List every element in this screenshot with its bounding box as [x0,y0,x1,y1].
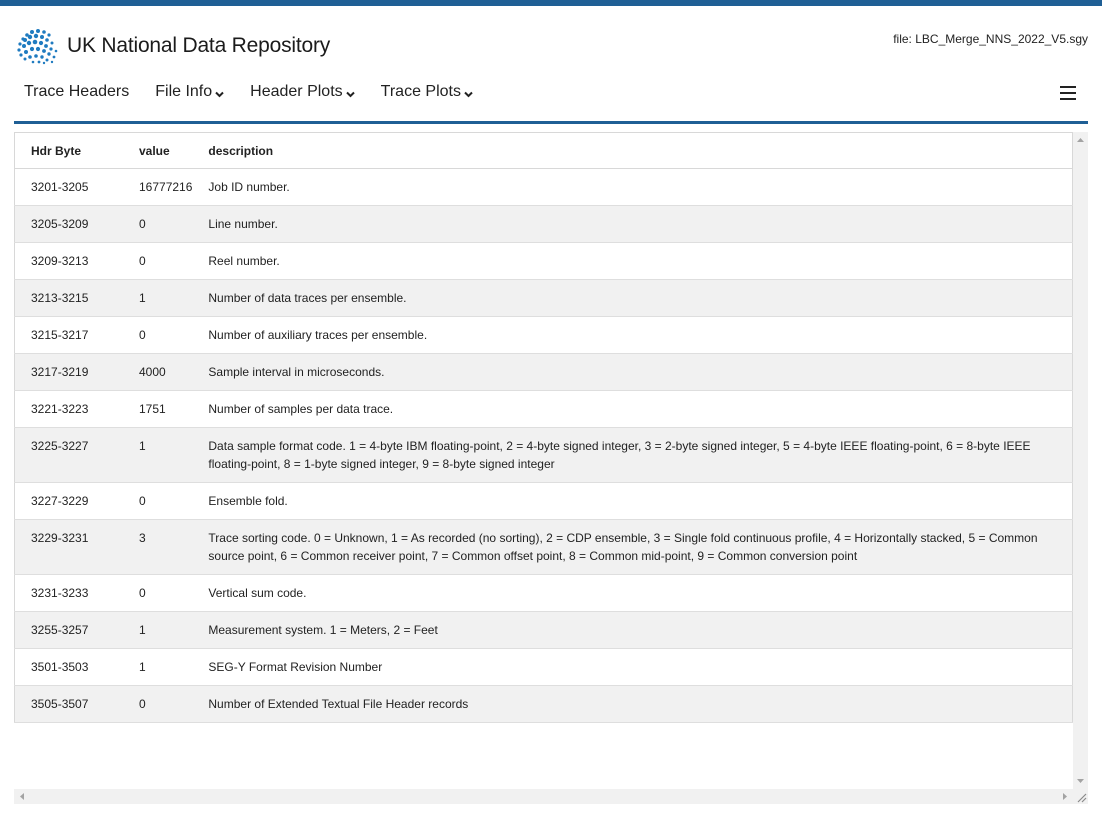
table-row [15,354,1073,391]
cell-hdr-byte: 3201-3205 [15,169,124,206]
nav-divider [14,121,1088,124]
resize-grip-icon [1073,789,1088,804]
cell-description: Job ID number. [192,169,1072,206]
nav-header-plots[interactable] [250,83,355,101]
top-accent-bar [0,0,1102,6]
cell-description: Sample interval in microseconds. [192,354,1072,391]
cell-hdr-byte: 3209-3213 [15,243,124,280]
column-header-value[interactable]: value [123,133,192,169]
table-row [15,520,1073,575]
cell-hdr-byte: 3255-3257 [15,612,124,649]
hamburger-line [1060,98,1076,100]
cell-hdr-byte: 3227-3229 [15,483,124,520]
nav-item-label: Trace Headers [24,83,130,100]
table-row [15,649,1073,686]
cell-hdr-byte: 3215-3217 [15,317,124,354]
nav-trace-plots[interactable] [381,83,473,101]
scroll-down-icon[interactable] [1073,774,1088,789]
nav-item-label: Header Plots [250,83,343,100]
cell-value: 0 [123,206,192,243]
table-row [15,206,1073,243]
chevron-down-icon [464,91,473,98]
cell-description: SEG-Y Format Revision Number [192,649,1072,686]
cell-value: 1 [123,428,192,483]
cell-value: 0 [123,243,192,280]
cell-description: Number of auxiliary traces per ensemble. [192,317,1072,354]
cell-value: 1751 [123,391,192,428]
header-table-container [14,132,1073,790]
chevron-down-icon [215,91,224,98]
cell-hdr-byte: 3505-3507 [15,686,124,723]
logo[interactable] [15,27,330,65]
scroll-left-icon[interactable] [14,789,29,804]
hamburger-line [1060,86,1076,88]
cell-description: Number of data traces per ensemble. [192,280,1072,317]
table-row [15,612,1073,649]
cell-value: 0 [123,686,192,723]
cell-value: 1 [123,649,192,686]
cell-description: Reel number. [192,243,1072,280]
table-row [15,317,1073,354]
hamburger-menu-icon[interactable] [1060,86,1076,100]
nav-trace-headers[interactable] [24,83,129,101]
table-row [15,391,1073,428]
nav-file-info[interactable] [155,83,224,101]
brand-name: UK National Data Repository [67,34,331,57]
column-header-description[interactable]: description [192,133,1072,169]
chevron-down-icon [346,91,355,98]
main-nav [24,83,499,101]
cell-hdr-byte: 3225-3227 [15,428,124,483]
file-name-label: file: LBC_Merge_NNS_2022_V5.sgy [893,32,1088,46]
table-row [15,243,1073,280]
cell-hdr-byte: 3229-3231 [15,520,124,575]
cell-hdr-byte: 3213-3215 [15,280,124,317]
cell-description: Data sample format code. 1 = 4-byte IBM floating-point, 2 = 4-byte signed integer, 3 = 2-byte signed integer, 5 = 4-byte IEEE floating-point, 6 = 8-byte IEEE floating-point, 8 = 1-byte signed integer, 9 = 8-byte signed integer [192,428,1072,483]
cell-description: Measurement system. 1 = Meters, 2 = Feet [192,612,1072,649]
cell-value: 0 [123,575,192,612]
cell-description: Ensemble fold. [192,483,1072,520]
cell-value: 4000 [123,354,192,391]
table-row [15,169,1073,206]
table-row [15,280,1073,317]
cell-hdr-byte: 3217-3219 [15,354,124,391]
cell-value: 16777216 [123,169,192,206]
table-row [15,483,1073,520]
cell-hdr-byte: 3231-3233 [15,575,124,612]
ndr-logo-icon [15,27,61,65]
cell-description: Number of samples per data trace. [192,391,1072,428]
cell-value: 1 [123,280,192,317]
resize-handle[interactable] [1073,789,1088,804]
cell-hdr-byte: 3221-3223 [15,391,124,428]
vertical-scrollbar[interactable] [1073,132,1088,789]
cell-value: 0 [123,483,192,520]
horizontal-scrollbar[interactable] [14,789,1073,804]
nav-item-label: Trace Plots [380,83,461,100]
table-row [15,686,1073,723]
column-header-hdr-byte[interactable]: Hdr Byte [15,133,124,169]
cell-hdr-byte: 3501-3503 [15,649,124,686]
hamburger-line [1060,92,1076,94]
binary-header-table [14,132,1073,723]
table-header-row [15,133,1073,169]
cell-value: 0 [123,317,192,354]
cell-description: Number of Extended Textual File Header records [192,686,1072,723]
table-row [15,428,1073,483]
scroll-right-icon[interactable] [1058,789,1073,804]
scroll-up-icon[interactable] [1073,132,1088,147]
cell-hdr-byte: 3205-3209 [15,206,124,243]
cell-description: Trace sorting code. 0 = Unknown, 1 = As recorded (no sorting), 2 = CDP ensemble, 3 = Single fold continuous profile, 4 = Horizontally stacked, 5 = Common source point, 6 = Common receiver point, 7 = Common offset point, 8 = Common mid-point, 9 = Common conversion point [192,520,1072,575]
nav-item-label: File Info [155,83,213,100]
table-row [15,575,1073,612]
cell-value: 3 [123,520,192,575]
cell-description: Line number. [192,206,1072,243]
cell-value: 1 [123,612,192,649]
cell-description: Vertical sum code. [192,575,1072,612]
